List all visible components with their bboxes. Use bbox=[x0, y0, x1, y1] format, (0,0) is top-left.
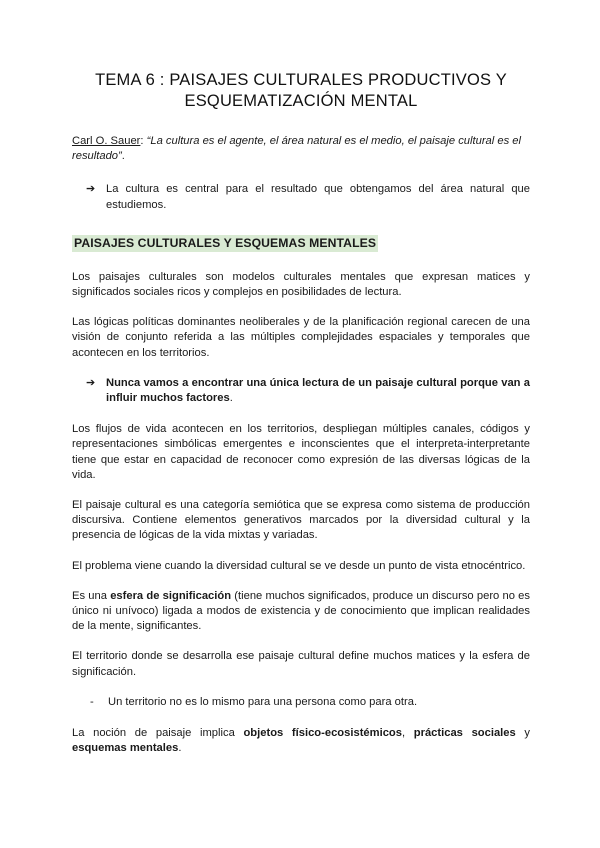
p8-mid-1: , bbox=[401, 727, 414, 740]
paragraph-5: El problema viene cuando la diversidad cultural se ve desde un punto de vista etnocéntrico. bbox=[72, 559, 526, 572]
p8-bold-1: objetos físico-ecosistémicos bbox=[243, 727, 402, 740]
p8-bold-3: esquemas mentales bbox=[72, 742, 179, 755]
quote-separator: : bbox=[140, 135, 147, 147]
p8-pre: La noción de paisaje implica bbox=[72, 727, 244, 740]
p6-pre: Es una bbox=[72, 589, 111, 602]
p8-bold-2: prácticas sociales bbox=[413, 727, 516, 740]
paragraph-1: Los paisajes culturales son modelos culturales mentales que expresan matices y significados sociales ricos y complejos en posibilidades de lectura. bbox=[72, 270, 530, 299]
paragraph-2: Las lógicas políticas dominantes neoliberales y de la planificación regional carecen de una visión de conjunto referida a las múltiples complejidades espaciales y temporales que acontecen en los territorios. bbox=[72, 316, 530, 359]
p6-bold: esfera de significación bbox=[110, 589, 232, 602]
paragraph-4: El paisaje cultural es una categoría semiótica que se expresa como sistema de producción discursiva. Contiene elementos generativos marcados por la diversidad cultural y la presencia de lógicas de la vida mixtas y variadas. bbox=[72, 499, 530, 542]
section-heading: PAISAJES CULTURALES Y ESQUEMAS MENTALES bbox=[74, 235, 377, 250]
quote-author: Carl O. Sauer bbox=[72, 135, 141, 147]
quote-end: . bbox=[121, 150, 125, 163]
dash-icon: - bbox=[90, 695, 94, 708]
paragraph-8 bbox=[72, 726, 530, 756]
quote-text: “La cultura es el agente, el área natural es el medio, el paisaje cultural es el resultado” bbox=[72, 135, 522, 163]
dash-bullet bbox=[72, 695, 530, 710]
paragraph-7: El territorio donde se desarrolla ese paisaje cultural define muchos matices y la esfera de significación. bbox=[72, 650, 530, 678]
arrow-bullet-culture bbox=[72, 182, 530, 212]
title-line-2: ESQUEMATIZACIÓN MENTAL bbox=[184, 92, 418, 110]
arrow-bullet-reading bbox=[72, 376, 530, 406]
paragraph-6 bbox=[72, 589, 530, 635]
arrow-bullet-end: . bbox=[229, 392, 233, 405]
page-title bbox=[72, 70, 530, 112]
p6-post: (tiene muchos significados, produce un discurso pero no es único ni unívoco) ligada a modos de existencia y de conocimiento que implican realidades de la mente, significantes. bbox=[72, 589, 530, 633]
arrow-icon: ➔ bbox=[86, 376, 96, 389]
sauer-quote bbox=[72, 134, 530, 164]
paragraph-3: Los flujos de vida acontecen en los territorios, despliegan múltiples canales, códigos y representaciones simbólicas emergentes e inconscientes que el interpreta-interpretante tiene que estar en capacidad de reconocer como expresión de las diversas lógicas de la vida. bbox=[72, 423, 530, 481]
arrow-icon: ➔ bbox=[86, 183, 96, 196]
arrow-bullet-text: La cultura es central para el resultado que obtengamos del área natural que estudiemos. bbox=[106, 183, 530, 211]
dash-bullet-text: Un territorio no es lo mismo para una persona como para otra. bbox=[108, 695, 418, 708]
arrow-bullet-text: Nunca vamos a encontrar una única lectura de un paisaje cultural porque van a influir muchos factores bbox=[106, 376, 530, 405]
title-line-1: TEMA 6 : PAISAJES CULTURALES PRODUCTIVOS Y bbox=[95, 71, 507, 89]
p8-mid-2: y bbox=[515, 727, 530, 740]
p8-end: . bbox=[178, 742, 182, 755]
